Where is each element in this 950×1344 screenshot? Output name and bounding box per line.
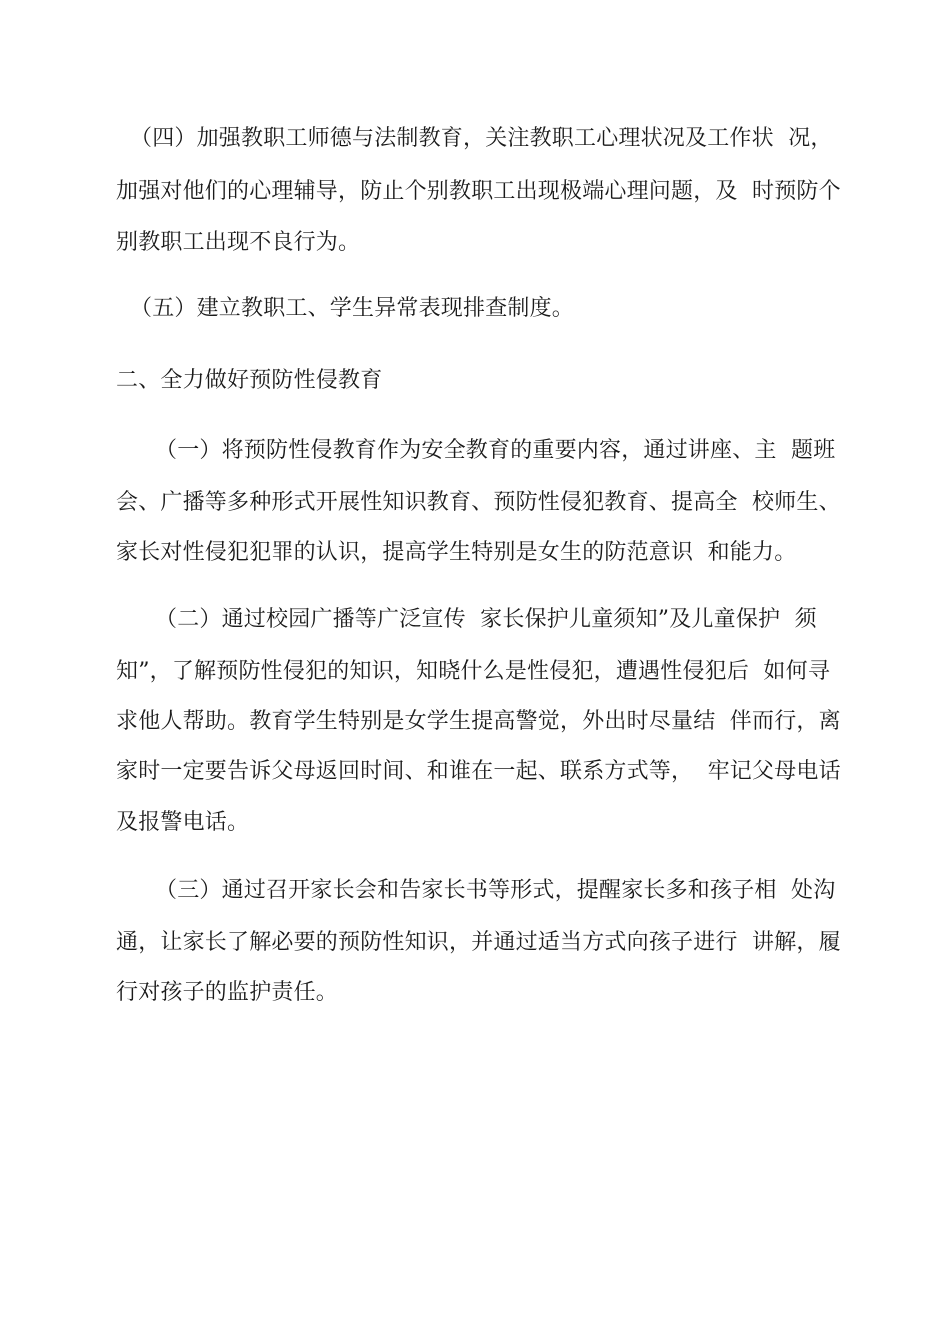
sub-paragraph-2-line-4: 家时一定要告诉父母返回时间、和谁在一起、联系方式等， 牢记父母电话 <box>116 759 841 784</box>
paragraph-4-line-3: 别教职工出现不良行为。 <box>116 230 361 255</box>
sub-paragraph-3-line-2: 通，让家长了解必要的预防性知识，并通过适当方式向孩子进行 讲解，履 <box>116 930 841 955</box>
paragraph-5-line-1: （五）建立教职工、学生异常表现排查制度。 <box>130 296 575 321</box>
sub-paragraph-1-line-1: （一）将预防性侵教育作为安全教育的重要内容，通过讲座、主 题班 <box>155 438 836 463</box>
sub-paragraph-2-line-3: 求他人帮助。教育学生特别是女学生提高警觉，外出时尽量结 伴而行，离 <box>116 709 841 734</box>
paragraph-4-line-1: （四）加强教职工师德与法制教育，关注教职工心理状况及工作状 况， <box>130 126 833 151</box>
sub-paragraph-2-line-1: （二）通过校园广播等广泛宣传 家长保护儿童须知”及儿童保护 须 <box>155 607 817 632</box>
sub-paragraph-2-line-2: 知”，了解预防性侵犯的知识，知晓什么是性侵犯，遭遇性侵犯后 如何寻 <box>116 659 831 684</box>
sub-paragraph-3-line-3: 行对孩子的监护责任。 <box>116 980 339 1005</box>
section-heading-2: 二、全力做好预防性侵教育 <box>116 368 383 393</box>
sub-paragraph-2-line-5: 及报警电话。 <box>116 810 250 835</box>
sub-paragraph-3-line-1: （三）通过召开家长会和告家长书等形式，提醒家长多和孩子相 处沟 <box>155 878 836 903</box>
sub-paragraph-1-line-2: 会、广播等多种形式开展性知识教育、预防性侵犯教育、提高全 校师生、 <box>116 490 841 515</box>
sub-paragraph-1-line-3: 家长对性侵犯犯罪的认识，提高学生特别是女生的防范意识 和能力。 <box>116 540 797 565</box>
paragraph-4-line-2: 加强对他们的心理辅导，防止个别教职工出现极端心理问题，及 时预防个 <box>116 179 841 204</box>
